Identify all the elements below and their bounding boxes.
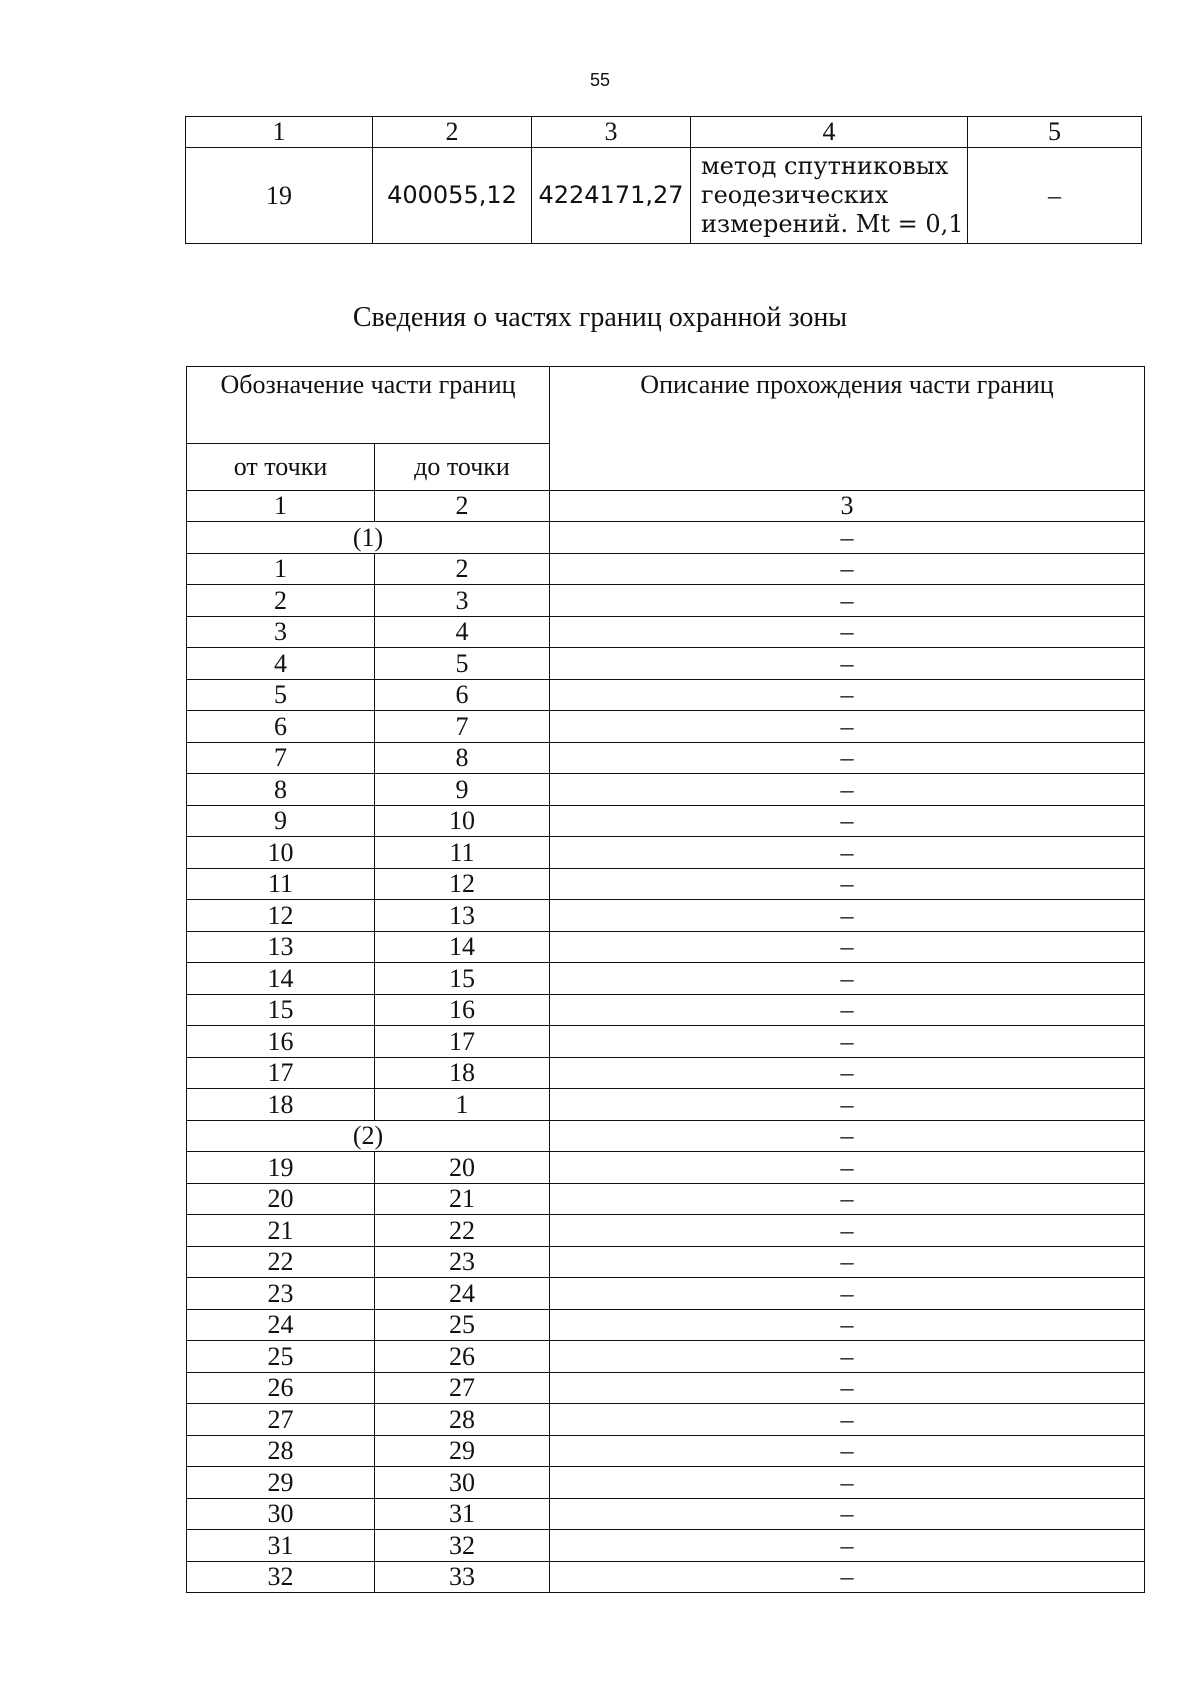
to-point: 14 [375, 931, 550, 963]
table-row [187, 994, 1145, 1026]
table-row [187, 1467, 1145, 1499]
to-point: 12 [375, 868, 550, 900]
description-cell: – [550, 994, 1145, 1026]
group-label: (1) [187, 522, 550, 554]
from-point: 21 [187, 1215, 375, 1247]
from-point: 9 [187, 805, 375, 837]
coordinates-table [185, 116, 1142, 244]
table-row [187, 1561, 1145, 1593]
from-point: 6 [187, 711, 375, 743]
table-row [187, 900, 1145, 932]
description-cell: – [550, 1530, 1145, 1562]
description-cell: – [550, 1120, 1145, 1152]
page-number: 55 [589, 70, 611, 90]
description-cell: – [550, 963, 1145, 995]
from-point: 3 [187, 616, 375, 648]
description-cell: – [550, 1215, 1145, 1247]
table-row [187, 585, 1145, 617]
parts-col-number: 1 [187, 491, 375, 522]
table-row [187, 711, 1145, 743]
to-point: 21 [375, 1183, 550, 1215]
from-point: 14 [187, 963, 375, 995]
table-row [187, 805, 1145, 837]
to-point: 8 [375, 742, 550, 774]
description-cell: – [550, 553, 1145, 585]
parts-header-row [187, 367, 1145, 444]
from-point: 19 [187, 1152, 375, 1184]
from-point: 12 [187, 900, 375, 932]
from-point: 31 [187, 1530, 375, 1562]
description-cell: – [550, 805, 1145, 837]
from-point-header: от точки [187, 444, 375, 491]
to-point: 11 [375, 837, 550, 869]
table-row [187, 1183, 1145, 1215]
to-point: 7 [375, 711, 550, 743]
to-point: 1 [375, 1089, 550, 1121]
table-row [187, 963, 1145, 995]
from-point: 18 [187, 1089, 375, 1121]
point-number: 19 [186, 148, 373, 244]
from-point: 2 [187, 585, 375, 617]
coordinate-y: 4224171,27 [532, 148, 691, 244]
to-point: 17 [375, 1026, 550, 1058]
to-point: 3 [375, 585, 550, 617]
description-cell: – [550, 679, 1145, 711]
coordinate-x: 400055,12 [373, 148, 532, 244]
table-row [187, 1089, 1145, 1121]
table-row [187, 553, 1145, 585]
from-point: 26 [187, 1372, 375, 1404]
table-row [187, 648, 1145, 680]
description-cell: – [550, 1089, 1145, 1121]
description-cell: – [550, 711, 1145, 743]
description-cell: – [550, 742, 1145, 774]
description-cell: – [550, 616, 1145, 648]
coords-header-row [186, 117, 1142, 148]
description-cell: – [550, 774, 1145, 806]
group-row [187, 522, 1145, 554]
description-cell: – [550, 585, 1145, 617]
from-point: 16 [187, 1026, 375, 1058]
table-row [187, 1152, 1145, 1184]
parts-table-body [187, 522, 1145, 1593]
group-row [187, 1120, 1145, 1152]
description-cell: – [550, 1435, 1145, 1467]
parts-col-number: 3 [550, 491, 1145, 522]
table-row [187, 1026, 1145, 1058]
to-point: 28 [375, 1404, 550, 1436]
boundary-parts-table [186, 366, 1145, 1593]
description-cell: – [550, 837, 1145, 869]
description-cell: – [550, 648, 1145, 680]
description-cell: – [550, 868, 1145, 900]
coords-col-number: 4 [691, 117, 968, 148]
to-point: 20 [375, 1152, 550, 1184]
to-point: 18 [375, 1057, 550, 1089]
table-row [187, 1435, 1145, 1467]
description-cell: – [550, 522, 1145, 554]
to-point: 29 [375, 1435, 550, 1467]
from-point: 11 [187, 868, 375, 900]
from-point: 23 [187, 1278, 375, 1310]
table-row [187, 1057, 1145, 1089]
from-point: 29 [187, 1467, 375, 1499]
description-cell: – [550, 1026, 1145, 1058]
description-cell: – [550, 931, 1145, 963]
to-point: 32 [375, 1530, 550, 1562]
to-point: 30 [375, 1467, 550, 1499]
description-cell: – [550, 1372, 1145, 1404]
method-line: метод спутниковых [701, 152, 949, 181]
description-cell: – [550, 900, 1145, 932]
description-cell: – [550, 1341, 1145, 1373]
table-row [187, 1372, 1145, 1404]
description-cell: – [550, 1498, 1145, 1530]
from-point: 7 [187, 742, 375, 774]
coords-col-number: 3 [532, 117, 691, 148]
table-row [187, 679, 1145, 711]
description-cell: – [550, 1561, 1145, 1593]
from-point: 27 [187, 1404, 375, 1436]
to-point: 33 [375, 1561, 550, 1593]
from-point: 5 [187, 679, 375, 711]
to-point: 5 [375, 648, 550, 680]
description-cell: – [550, 1278, 1145, 1310]
from-point: 20 [187, 1183, 375, 1215]
description-header: Описание прохождения части границ [550, 367, 1145, 491]
table-row [187, 1498, 1145, 1530]
table-row [187, 1404, 1145, 1436]
group-label: (2) [187, 1120, 550, 1152]
to-point: 25 [375, 1309, 550, 1341]
to-point-header: до точки [375, 444, 550, 491]
section-title: Сведения о частях границ охранной зоны [352, 302, 848, 333]
from-point: 17 [187, 1057, 375, 1089]
table-row [187, 1341, 1145, 1373]
to-point: 24 [375, 1278, 550, 1310]
table-row [187, 1215, 1145, 1247]
note-cell: – [968, 148, 1142, 244]
coords-col-number: 5 [968, 117, 1142, 148]
to-point: 27 [375, 1372, 550, 1404]
to-point: 9 [375, 774, 550, 806]
to-point: 15 [375, 963, 550, 995]
coords-col-number: 2 [373, 117, 532, 148]
from-point: 10 [187, 837, 375, 869]
from-point: 8 [187, 774, 375, 806]
table-row [187, 868, 1145, 900]
coords-col-number: 1 [186, 117, 373, 148]
description-cell: – [550, 1183, 1145, 1215]
table-row [187, 616, 1145, 648]
coords-data-row [186, 148, 1142, 244]
from-point: 30 [187, 1498, 375, 1530]
description-cell: – [550, 1246, 1145, 1278]
table-row [187, 1278, 1145, 1310]
parts-column-numbers-row [187, 491, 1145, 522]
from-point: 32 [187, 1561, 375, 1593]
table-row [187, 837, 1145, 869]
description-cell: – [550, 1309, 1145, 1341]
description-cell: – [550, 1404, 1145, 1436]
designation-header: Обозначение части границ [187, 367, 550, 444]
to-point: 22 [375, 1215, 550, 1247]
from-point: 1 [187, 553, 375, 585]
table-row [187, 1309, 1145, 1341]
method-line: измерений. Mt = 0,1 [701, 209, 964, 238]
parts-col-number: 2 [375, 491, 550, 522]
from-point: 25 [187, 1341, 375, 1373]
to-point: 10 [375, 805, 550, 837]
from-point: 13 [187, 931, 375, 963]
table-row [187, 1246, 1145, 1278]
description-cell: – [550, 1467, 1145, 1499]
to-point: 4 [375, 616, 550, 648]
description-cell: – [550, 1152, 1145, 1184]
to-point: 2 [375, 553, 550, 585]
to-point: 6 [375, 679, 550, 711]
from-point: 15 [187, 994, 375, 1026]
to-point: 13 [375, 900, 550, 932]
table-row [187, 931, 1145, 963]
table-row [187, 742, 1145, 774]
method-line: геодезических [701, 181, 889, 210]
from-point: 28 [187, 1435, 375, 1467]
from-point: 22 [187, 1246, 375, 1278]
from-point: 24 [187, 1309, 375, 1341]
table-row [187, 774, 1145, 806]
method-description [691, 148, 968, 244]
table-row [187, 1530, 1145, 1562]
to-point: 31 [375, 1498, 550, 1530]
to-point: 26 [375, 1341, 550, 1373]
to-point: 16 [375, 994, 550, 1026]
to-point: 23 [375, 1246, 550, 1278]
from-point: 4 [187, 648, 375, 680]
description-cell: – [550, 1057, 1145, 1089]
